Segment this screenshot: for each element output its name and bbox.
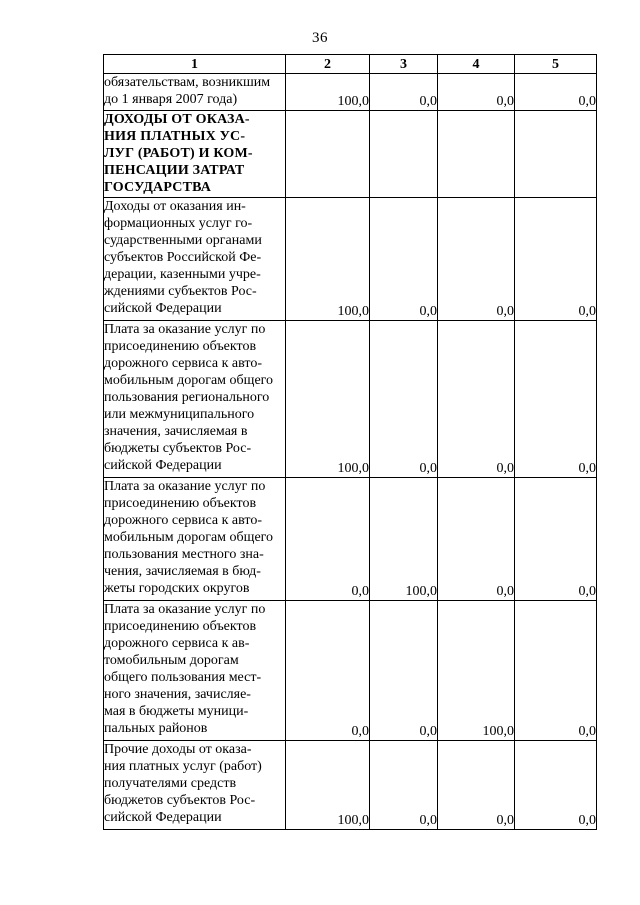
row-value-col2: 0,0 bbox=[286, 478, 370, 601]
table-row bbox=[104, 741, 597, 830]
row-value-col5: 0,0 bbox=[515, 74, 597, 111]
table-row-section-heading bbox=[104, 111, 597, 198]
row-value-col4: 0,0 bbox=[438, 478, 515, 601]
row-description: Плата за оказание услуг по присоединению объектов дорожного сервиса к авто- мобильным дорогам общего пользования регионального или межмуниципального значения, зачисляемая в бюджеты субъектов Рос- сийской Федерации bbox=[104, 321, 286, 478]
row-value-col4 bbox=[438, 111, 515, 198]
row-value-col4: 0,0 bbox=[438, 741, 515, 830]
row-value-col3: 0,0 bbox=[370, 601, 438, 741]
row-value-col4: 100,0 bbox=[438, 601, 515, 741]
row-value-col2: 100,0 bbox=[286, 741, 370, 830]
table-row bbox=[104, 478, 597, 601]
table-row bbox=[104, 321, 597, 478]
row-description: обязательствам, возникшим до 1 января 2007 года) bbox=[104, 74, 286, 111]
row-value-col4: 0,0 bbox=[438, 321, 515, 478]
row-value-col2: 0,0 bbox=[286, 601, 370, 741]
row-description: Плата за оказание услуг по присоединению объектов дорожного сервиса к ав- томобильным дорогам общего пользования мест- ного значения, зачисляе- мая в бюджеты муници- пальных районов bbox=[104, 601, 286, 741]
row-value-col5 bbox=[515, 111, 597, 198]
row-value-col3: 0,0 bbox=[370, 321, 438, 478]
row-value-col3: 0,0 bbox=[370, 74, 438, 111]
header-row bbox=[104, 55, 597, 74]
row-value-col3: 100,0 bbox=[370, 478, 438, 601]
row-value-col4: 0,0 bbox=[438, 198, 515, 321]
column-header-4: 4 bbox=[438, 55, 515, 74]
row-value-col4: 0,0 bbox=[438, 74, 515, 111]
column-header-2: 2 bbox=[286, 55, 370, 74]
row-description: Прочие доходы от оказа- ния платных услуг (работ) получателями средств бюджетов субъектов Рос- сийской Федерации bbox=[104, 741, 286, 830]
row-value-col5: 0,0 bbox=[515, 601, 597, 741]
page-number: 36 bbox=[312, 30, 328, 46]
column-header-3: 3 bbox=[370, 55, 438, 74]
section-heading: ДОХОДЫ ОТ ОКАЗА- НИЯ ПЛАТНЫХ УС- ЛУГ (РАБОТ) И КОМ- ПЕНСАЦИИ ЗАТРАТ ГОСУДАРСТВА bbox=[104, 111, 286, 198]
row-value-col3: 0,0 bbox=[370, 198, 438, 321]
row-value-col3: 0,0 bbox=[370, 741, 438, 830]
row-value-col5: 0,0 bbox=[515, 478, 597, 601]
table-row bbox=[104, 601, 597, 741]
row-description: Доходы от оказания ин- формационных услуг го- сударственными органами субъектов Российской Фе- дерации, казенными учре- ждениями субъектов Рос- сийской Федерации bbox=[104, 198, 286, 321]
row-description: Плата за оказание услуг по присоединению объектов дорожного сервиса к авто- мобильным дорогам общего пользования местного зна- чения, зачисляемая в бюд- жеты городских округов bbox=[104, 478, 286, 601]
revenue-distribution-table bbox=[103, 54, 597, 830]
row-value-col2: 100,0 bbox=[286, 74, 370, 111]
row-value-col3 bbox=[370, 111, 438, 198]
row-value-col2: 100,0 bbox=[286, 321, 370, 478]
row-value-col2: 100,0 bbox=[286, 198, 370, 321]
table-row bbox=[104, 74, 597, 111]
column-header-1: 1 bbox=[104, 55, 286, 74]
row-value-col5: 0,0 bbox=[515, 321, 597, 478]
row-value-col2 bbox=[286, 111, 370, 198]
row-value-col5: 0,0 bbox=[515, 741, 597, 830]
column-header-5: 5 bbox=[515, 55, 597, 74]
row-value-col5: 0,0 bbox=[515, 198, 597, 321]
table-row bbox=[104, 198, 597, 321]
